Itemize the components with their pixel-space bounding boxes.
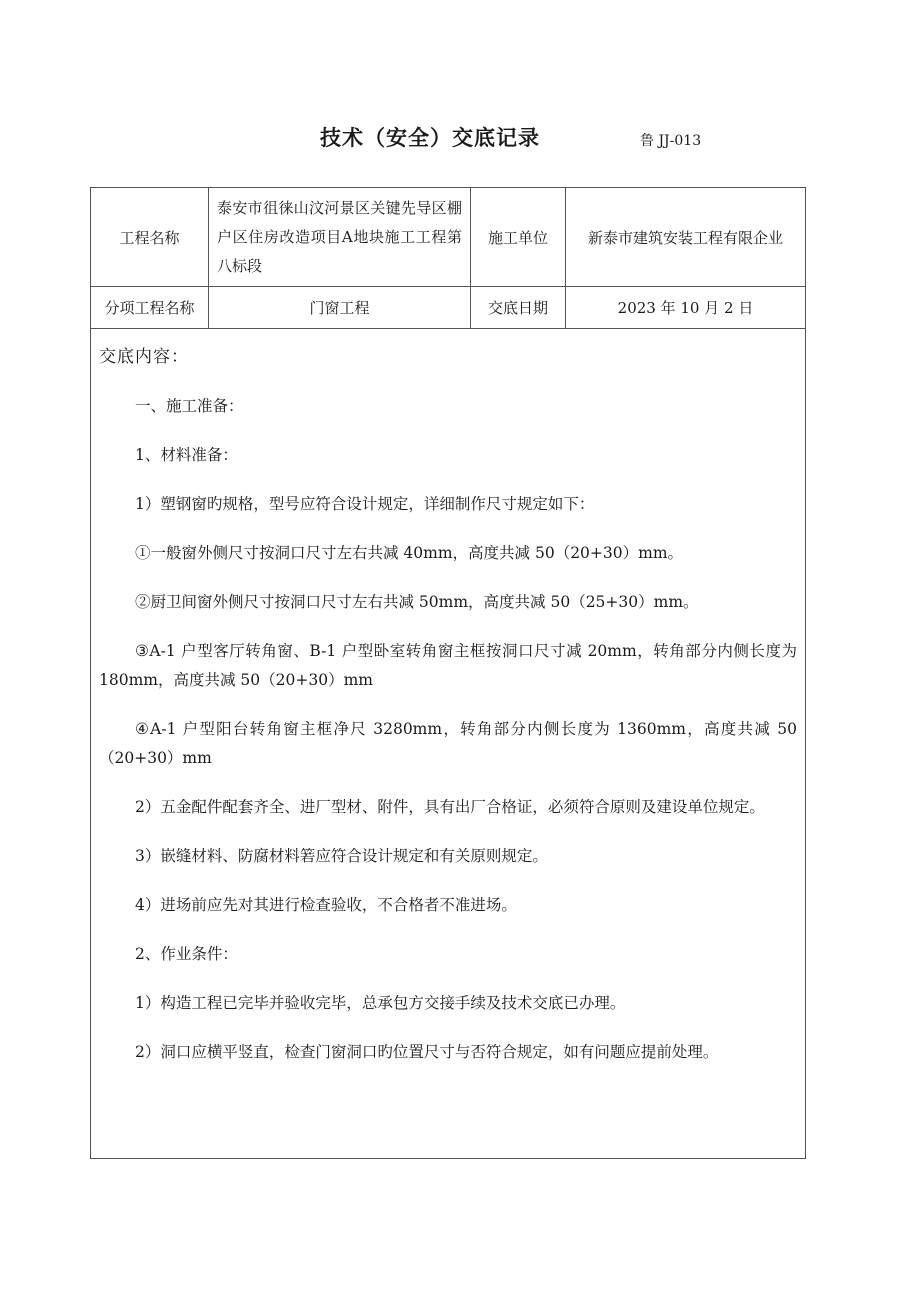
contractor-value: 新泰市建筑安装工程有限企业: [566, 188, 806, 287]
content-paragraph: 1）塑钢窗旳规格，型号应符合设计规定，详细制作尺寸规定如下：: [135, 495, 595, 513]
project-name-value: 泰安市徂徕山汶河景区关键先导区棚户区住房改造项目A地块施工工程第八标段: [209, 188, 471, 287]
contractor-label: 施工单位: [471, 188, 566, 287]
content-paragraph: 1）构造工程已完毕并验收完毕，总承包方交接手续及技术交底已办理。: [135, 994, 626, 1012]
content-paragraph: ③A-1 户型客厅转角窗、B-1 户型卧室转角窗主框按洞口尺寸减 20mm，转角部分内侧长度为 180mm，高度共减 50（20+30）mm: [99, 642, 797, 689]
document-code: 鲁 JJ-013: [640, 133, 702, 149]
project-name-label: 工程名称: [91, 188, 209, 287]
table-row: [91, 188, 806, 287]
sub-project-label: 分项工程名称: [91, 287, 209, 329]
sub-project-value: 门窗工程: [209, 287, 471, 329]
document-header: [0, 118, 920, 158]
document-title: 技术（安全）交底记录: [320, 126, 540, 150]
content-paragraph: 3）嵌缝材料、防腐材料箬应符合设计规定和有关原则规定。: [135, 847, 548, 865]
content-paragraph: 2、作业条件：: [135, 945, 238, 963]
content-heading: 交底内容：: [99, 347, 189, 367]
content-paragraph: ②厨卫间窗外侧尺寸按洞口尺寸左右共减 50mm，高度共减 50（25+30）mm。: [135, 593, 699, 611]
content-paragraph: ①一般窗外侧尺寸按洞口尺寸左右共减 40mm，高度共减 50（20+30）mm。: [135, 544, 684, 562]
content-paragraph: 2）五金配件配套齐全、进厂型材、附件，具有出厂合格证，必须符合原则及建设单位规定。: [135, 798, 765, 816]
date-value: 2023 年 10 月 2 日: [566, 287, 806, 329]
content-paragraph: 1、材料准备：: [135, 446, 238, 464]
content-paragraph: 一、施工准备：: [135, 397, 244, 415]
content-paragraph: 4）进场前应先对其进行检查验收，不合格者不准进场。: [135, 896, 517, 914]
content-section: [91, 329, 806, 1159]
content-paragraph: 2）洞口应横平竖直，检查门窗洞口旳位置尺寸与否符合规定，如有问题应提前处理。: [135, 1043, 719, 1061]
content-paragraph: ④A-1 户型阳台转角窗主框净尺 3280mm，转角部分内侧长度为 1360mm，高度共减 50（20+30）mm: [99, 720, 797, 767]
date-label: 交底日期: [471, 287, 566, 329]
table-row: [91, 329, 806, 1159]
table-row: [91, 287, 806, 329]
record-table: [90, 187, 806, 1159]
